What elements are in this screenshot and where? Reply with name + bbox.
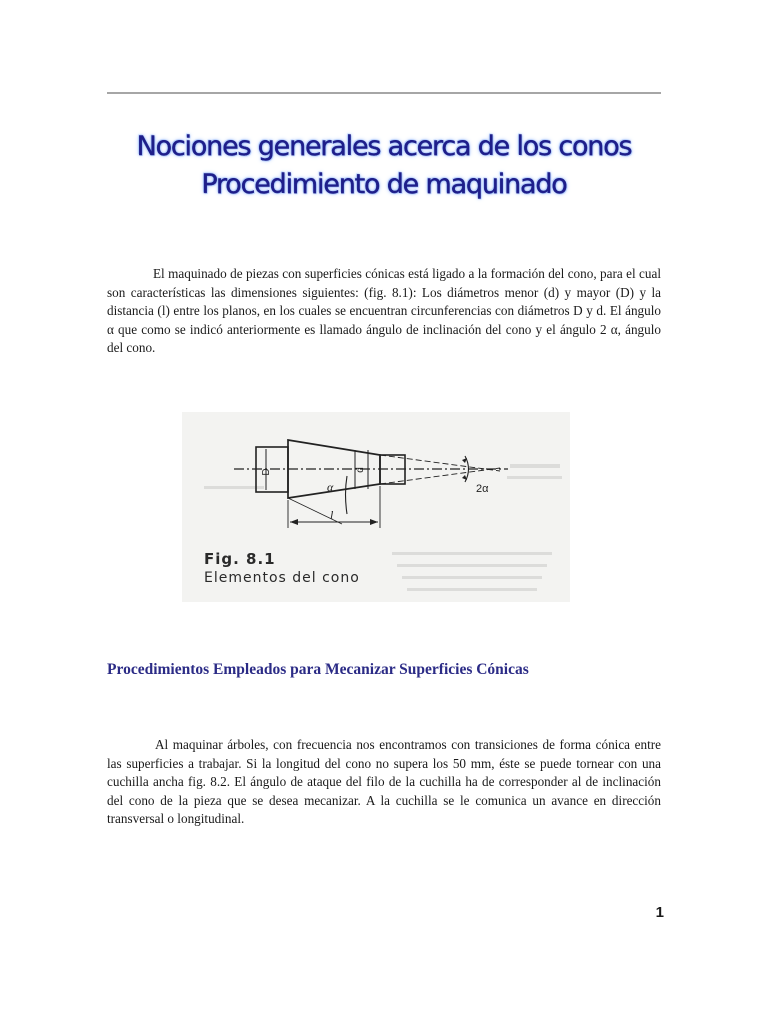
header-rule <box>107 92 661 94</box>
cone-figure <box>182 412 570 602</box>
page-title <box>100 128 668 204</box>
cone-diagram <box>182 412 570 602</box>
page-number: 1 <box>655 904 664 921</box>
label-d: d <box>355 467 366 473</box>
title-line-1: Nociones generales acerca de los conos <box>136 131 632 162</box>
label-D: D <box>261 468 272 476</box>
body-paragraph: Al maquinar árboles, con frecuencia nos encontramos con transiciones de forma cónica entre las superficies a trabajar. Si la longitud del cono no supera los 50 mm, éste se puede tornear con una cuchilla ancha fig. 8.2. El ángulo de ataque del filo de la cuchilla ha de corresponder al de inclinación del cono de la pieza que se desea mecanizar. A la cuchilla se le comunica un avance en dirección transversal o longitudinal. <box>107 737 661 827</box>
figure-caption-title: Elementos del cono <box>204 570 360 586</box>
label-alpha: α <box>327 480 334 494</box>
figure-caption-number: Fig. 8.1 <box>204 550 276 568</box>
intro-paragraph: El maquinado de piezas con superficies cónicas está ligado a la formación del cono, para el cual son características las dimensiones siguientes: (fig. 8.1): Los diámetros menor (d) y mayor (D) y la distancia (l) entre los planos, en los cuales se encuentran circunferencias con diámetros D y d. El ángulo α que como se indicó anteriormente es llamado ángulo de inclinación del cono y el ángulo 2 α, ángulo del cono. <box>107 266 661 356</box>
title-line-2: Procedimiento de maquinado <box>201 169 567 200</box>
label-2alpha: 2α <box>476 483 489 495</box>
section-heading: Procedimientos Empleados para Mecanizar Superficies Cónicas <box>107 661 529 678</box>
label-length: l <box>330 508 334 522</box>
